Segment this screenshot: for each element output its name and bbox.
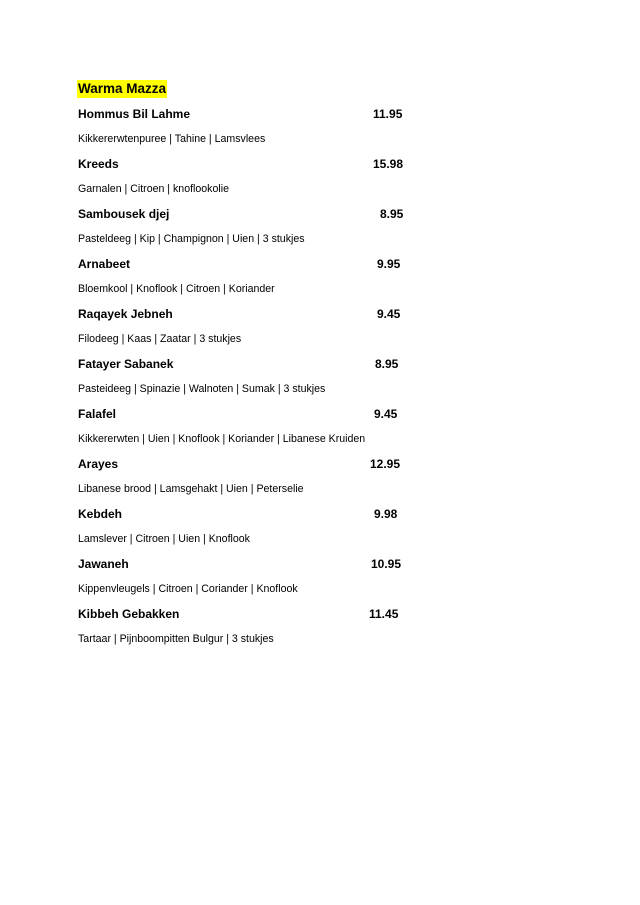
item-name: Raqayek Jebneh bbox=[78, 307, 173, 321]
item-price: 9.45 bbox=[377, 307, 401, 321]
item-description: Libanese brood | Lamsgehakt | Uien | Peterselie bbox=[78, 483, 304, 495]
item-price: 11.95 bbox=[373, 107, 403, 121]
item-price: 15.98 bbox=[373, 157, 404, 171]
item-description: Pasteideeg | Spinazie | Walnoten | Sumak | 3 stukjes bbox=[78, 383, 326, 395]
item-price: 9.95 bbox=[377, 257, 401, 271]
item-description: Pasteldeeg | Kip | Champignon | Uien | 3 stukjes bbox=[78, 233, 305, 245]
item-name: Kebdeh bbox=[78, 507, 123, 521]
item-price: 8.95 bbox=[380, 207, 404, 221]
item-price: 9.98 bbox=[374, 507, 398, 521]
item-description: Filodeeg | Kaas | Zaatar | 3 stukjes bbox=[78, 333, 242, 345]
item-name: Kreeds bbox=[78, 157, 119, 171]
item-name: Kibbeh Gebakken bbox=[78, 607, 180, 621]
item-price: 9.45 bbox=[374, 407, 398, 421]
menu-item bbox=[78, 354, 418, 404]
item-description: Kikkererwten | Uien | Knoflook | Koriander | Libanese Kruiden bbox=[78, 433, 366, 445]
item-name: Hommus Bil Lahme bbox=[78, 107, 191, 121]
menu-item bbox=[78, 504, 418, 554]
menu-item bbox=[78, 604, 418, 654]
item-price: 8.95 bbox=[375, 357, 399, 371]
item-price: 10.95 bbox=[371, 557, 402, 571]
menu-item bbox=[78, 104, 418, 154]
item-price: 11.45 bbox=[369, 607, 399, 621]
item-description: Kippenvleugels | Citroen | Coriander | Knoflook bbox=[78, 583, 298, 595]
item-price: 12.95 bbox=[370, 457, 401, 471]
menu-list bbox=[78, 104, 418, 654]
menu-item bbox=[78, 454, 418, 504]
item-name: Arayes bbox=[78, 457, 119, 471]
menu-item bbox=[78, 404, 418, 454]
item-description: Kikkererwtenpuree | Tahine | Lamsvlees bbox=[78, 133, 266, 145]
menu-item bbox=[78, 154, 418, 204]
item-name: Arnabeet bbox=[78, 257, 131, 271]
menu-item bbox=[78, 554, 418, 604]
item-name: Jawaneh bbox=[78, 557, 129, 571]
item-name: Falafel bbox=[78, 407, 117, 421]
item-description: Tartaar | Pijnboompitten Bulgur | 3 stukjes bbox=[78, 633, 274, 645]
item-name: Fatayer Sabanek bbox=[78, 357, 174, 371]
item-description: Garnalen | Citroen | knoflookolie bbox=[78, 183, 229, 195]
menu-item bbox=[78, 204, 418, 254]
menu-item bbox=[78, 304, 418, 354]
item-name: Sambousek djej bbox=[78, 207, 170, 221]
item-description: Bloemkool | Knoflook | Citroen | Koriander bbox=[78, 283, 275, 295]
section-title: Warma Mazza bbox=[78, 81, 167, 96]
item-description: Lamslever | Citroen | Uien | Knoflook bbox=[78, 533, 250, 545]
menu-item bbox=[78, 254, 418, 304]
